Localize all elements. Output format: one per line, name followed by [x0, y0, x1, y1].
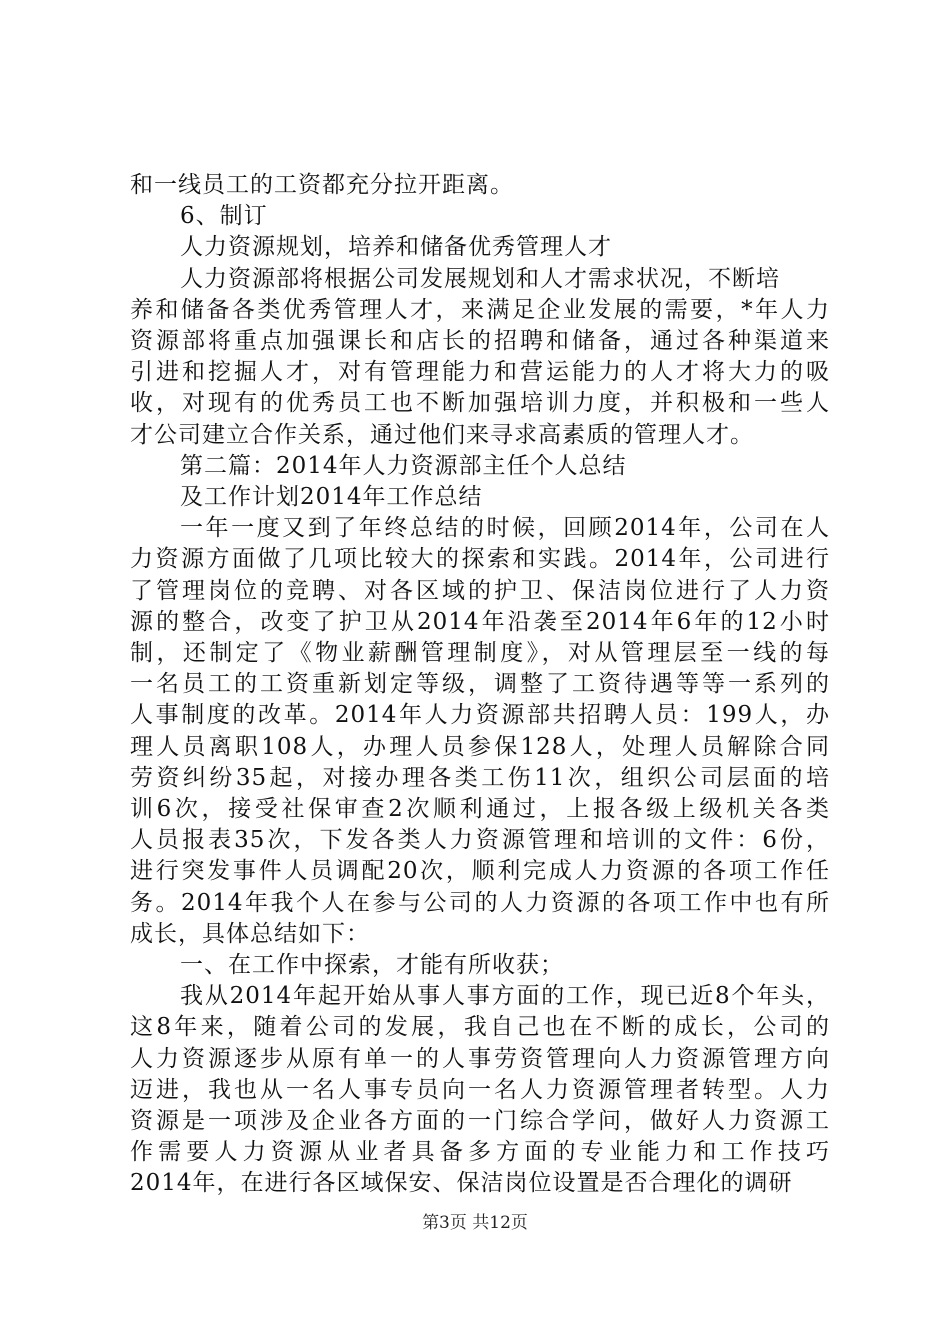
text-line: 和一线员工的工资都充分拉开距离。: [130, 172, 514, 198]
text-line: 人事制度的改革。2014年人力资源部共招聘人员：199人，办: [130, 702, 830, 729]
text-line: 训6次，接受社保审查2次顺利通过，上报各级上级机关各类: [130, 796, 830, 822]
text-line: 劳资纠纷35起，对接办理各类工伤11次，组织公司层面的培: [130, 764, 830, 791]
text-line: 收，对现有的优秀员工也不断加强培训力度，并积极和一些人: [130, 390, 830, 417]
text-line: 一名员工的工资重新划定等级，调整了工资待遇等等一系列的: [130, 671, 830, 698]
text-line: 务。2014年我个人在参与公司的人力资源的各项工作中也有所: [130, 889, 830, 916]
text-line: 进行突发事件人员调配20次，顺利完成人力资源的各项工作任: [130, 858, 830, 885]
paragraph-first-line: 一年一度又到了年终总结的时候，回顾2014年，公司在人: [180, 515, 830, 542]
text-line: 了管理岗位的竞聘、对各区域的护卫、保洁岗位进行了人力资: [130, 577, 830, 604]
page-footer: 第3页 共12页: [422, 1213, 528, 1233]
text-line: 才公司建立合作关系，通过他们来寻求高素质的管理人才。: [130, 421, 754, 448]
text-line: 人员报表35次，下发各类人力资源管理和培训的文件：6份，: [130, 827, 830, 854]
text-line: 人力资源逐步从原有单一的人事劳资管理向人力资源管理方向: [130, 1045, 830, 1072]
paragraph-first-line: 我从2014年起开始从事人事方面的工作，现已近8个年头，: [180, 983, 830, 1010]
text-line: 资源部将重点加强课长和店长的招聘和储备，通过各种渠道来: [130, 328, 830, 354]
section-number-line: 6、制订: [180, 203, 268, 230]
text-line: 迈进，我也从一名人事专员向一名人力资源管理者转型。人力: [130, 1076, 830, 1103]
section-heading: 一、在工作中探索，才能有所收获；: [180, 952, 564, 978]
section-heading: 人力资源规划，培养和储备优秀管理人才: [180, 234, 612, 261]
paragraph-first-line: 人力资源部将根据公司发展规划和人才需求状况，不断培: [180, 265, 780, 292]
text-line: 理人员离职108人，办理人员参保128人，处理人员解除合同: [130, 733, 830, 760]
text-line: 制，还制定了《物业薪酬管理制度》，对从管理层至一线的每: [130, 640, 830, 666]
text-line: 引进和挖掘人才，对有管理能力和营运能力的人才将大力的吸: [130, 359, 830, 386]
text-line: 源的整合，改变了护卫从2014年沿袭至2014年6年的12小时: [130, 608, 830, 635]
text-line: 这8年来，随着公司的发展，我自己也在不断的成长，公司的: [130, 1014, 830, 1041]
chapter-subtitle: 及工作计划2014年工作总结: [180, 484, 483, 510]
text-line: 养和储备各类优秀管理人才，来满足企业发展的需要，*年人力: [130, 296, 830, 323]
text-line: 成长，具体总结如下：: [130, 920, 370, 947]
text-line: 作需要人力资源从业者具备多方面的专业能力和工作技巧: [130, 1139, 830, 1166]
text-line: 资源是一项涉及企业各方面的一门综合学问，做好人力资源工: [130, 1108, 830, 1134]
chapter-title: 第二篇：2014年人力资源部主任个人总结: [180, 452, 627, 479]
text-line: 力资源方面做了几项比较大的探索和实践。2014年，公司进行: [130, 546, 830, 573]
text-line: 2014年，在进行各区域保安、保洁岗位设置是否合理化的调研: [130, 1170, 793, 1197]
